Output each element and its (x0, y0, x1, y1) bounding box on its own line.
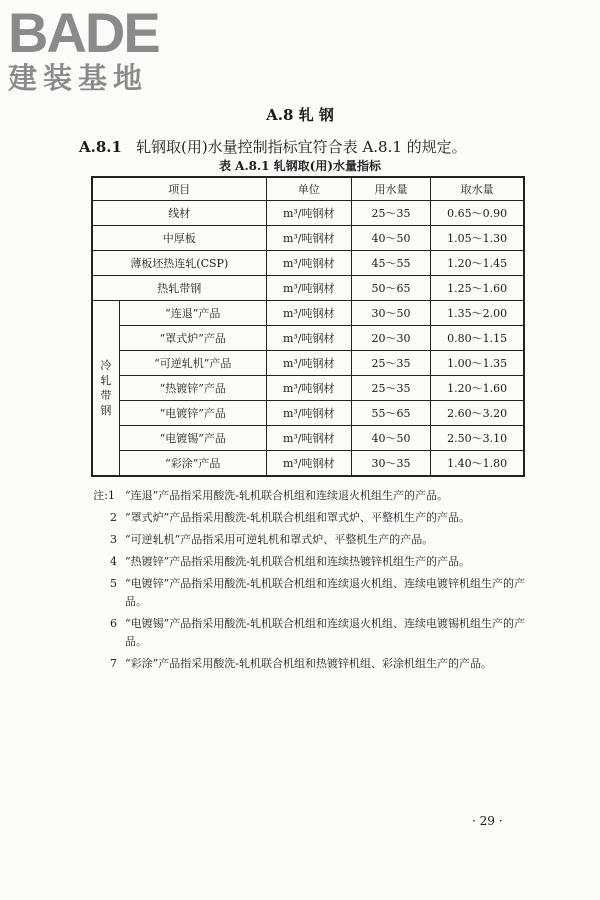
cell-take: 1.20～1.45 (431, 251, 524, 276)
cell-take: 2.50～3.10 (431, 426, 524, 451)
logo (8, 1, 178, 95)
page-number: · 29 · (472, 814, 503, 828)
cell-item: 中厚板 (92, 226, 266, 251)
table-row (92, 276, 524, 301)
cell-unit: m³/吨钢材 (266, 326, 351, 351)
cell-unit: m³/吨钢材 (266, 451, 351, 477)
water-table (91, 176, 525, 477)
cell-use: 40～50 (351, 226, 430, 251)
cell-unit: m³/吨钢材 (266, 276, 351, 301)
cell-use: 55～65 (351, 401, 430, 426)
table-row (92, 226, 524, 251)
note-text: “罩式炉”产品指采用酸洗-轧机联合机组和罩式炉、平整机生产的产品。 (125, 511, 470, 524)
cell-item: 薄板坯热连轧(CSP) (92, 251, 266, 276)
note-item (93, 615, 533, 651)
cell-item: 线材 (92, 201, 266, 226)
cell-item: “电镀锡”产品 (119, 426, 266, 451)
table-row (92, 351, 524, 376)
logo-subtitle: 建装基地 (8, 61, 149, 95)
group-label: 冷轧带钢 (100, 359, 112, 417)
cell-unit: m³/吨钢材 (266, 301, 351, 326)
table-caption: 表 A.8.1 轧钢取(用)水量指标 (218, 159, 382, 173)
header-use: 用水量 (351, 177, 430, 201)
cell-item: “热镀锌”产品 (119, 376, 266, 401)
note-number: 6 (110, 617, 117, 630)
cell-take: 1.05～1.30 (431, 226, 524, 251)
cell-take: 1.00～1.35 (431, 351, 524, 376)
note-text: “彩涂”产品指采用酸洗-轧机联合机组和热镀锌机组、彩涂机组生产的产品。 (125, 657, 492, 670)
note-number: 4 (110, 555, 117, 568)
note-number: 注:1 (93, 489, 115, 502)
table-row (92, 251, 524, 276)
cell-take: 1.35～2.00 (431, 301, 524, 326)
cell-use: 25～35 (351, 201, 430, 226)
note-text: “可逆轧机”产品指采用可逆轧机和罩式炉、平整机生产的产品。 (125, 533, 434, 546)
note-item (93, 531, 533, 549)
clause-number: A.8.1 (79, 138, 122, 156)
cell-unit: m³/吨钢材 (266, 426, 351, 451)
notes (93, 487, 533, 677)
cell-item: “罩式炉”产品 (119, 326, 266, 351)
cell-item: “电镀锌”产品 (119, 401, 266, 426)
cell-take: 1.25～1.60 (431, 276, 524, 301)
cell-use: 20～30 (351, 326, 430, 351)
table-row (92, 301, 524, 326)
cell-use: 30～35 (351, 451, 430, 477)
note-number: 2 (110, 511, 117, 524)
note-item (93, 509, 533, 527)
table-row (92, 201, 524, 226)
logo-brand: BADE (8, 1, 159, 64)
table-row (92, 376, 524, 401)
cell-use: 25～35 (351, 376, 430, 401)
cell-unit: m³/吨钢材 (266, 251, 351, 276)
note-text: “连退”产品指采用酸洗-轧机联合机组和连续退火机组生产的产品。 (125, 489, 448, 502)
cell-unit: m³/吨钢材 (266, 201, 351, 226)
cell-take: 0.65～0.90 (431, 201, 524, 226)
header-item: 项目 (92, 177, 266, 201)
cell-unit: m³/吨钢材 (266, 351, 351, 376)
header-unit: 单位 (266, 177, 351, 201)
table-row (92, 326, 524, 351)
table-row (92, 401, 524, 426)
note-text: “电镀锡”产品指采用酸洗-轧机联合机组和连续退火机组、连续电镀锡机组生产的产品。 (125, 617, 525, 648)
cell-take: 0.80～1.15 (431, 326, 524, 351)
cell-use: 45～55 (351, 251, 430, 276)
table-row (92, 426, 524, 451)
cell-use: 40～50 (351, 426, 430, 451)
cell-take: 1.20～1.60 (431, 376, 524, 401)
cell-unit: m³/吨钢材 (266, 376, 351, 401)
cell-unit: m³/吨钢材 (266, 226, 351, 251)
note-item (93, 487, 533, 505)
clause-text: 轧钢取(用)水量控制指标宜符合表 A.8.1 的规定。 (135, 138, 467, 156)
note-item (93, 553, 533, 571)
cell-use: 25～35 (351, 351, 430, 376)
header-take: 取水量 (431, 177, 524, 201)
cell-take: 1.40～1.80 (431, 451, 524, 477)
note-number: 3 (110, 533, 117, 546)
table-row (92, 451, 524, 477)
cell-item: “可逆轧机”产品 (119, 351, 266, 376)
note-item (93, 575, 533, 611)
cell-use: 50～65 (351, 276, 430, 301)
cell-take: 2.60～3.20 (431, 401, 524, 426)
note-number: 7 (110, 657, 117, 670)
cell-item: 热轧带钢 (92, 276, 266, 301)
cell-use: 30～50 (351, 301, 430, 326)
note-number: 5 (110, 577, 117, 590)
group-label-cell (92, 301, 119, 477)
clause (79, 136, 467, 157)
note-item (93, 655, 533, 673)
table-header-row (92, 177, 524, 201)
cell-item: “连退”产品 (119, 301, 266, 326)
cell-item: “彩涂”产品 (119, 451, 266, 477)
note-text: “电镀锌”产品指采用酸洗-轧机联合机组和连续退火机组、连续电镀锌机组生产的产品。 (125, 577, 525, 608)
section-title: A.8 轧 钢 (266, 106, 334, 124)
cell-unit: m³/吨钢材 (266, 401, 351, 426)
note-text: “热镀锌”产品指采用酸洗-轧机联合机组和连续热镀锌机组生产的产品。 (125, 555, 470, 568)
